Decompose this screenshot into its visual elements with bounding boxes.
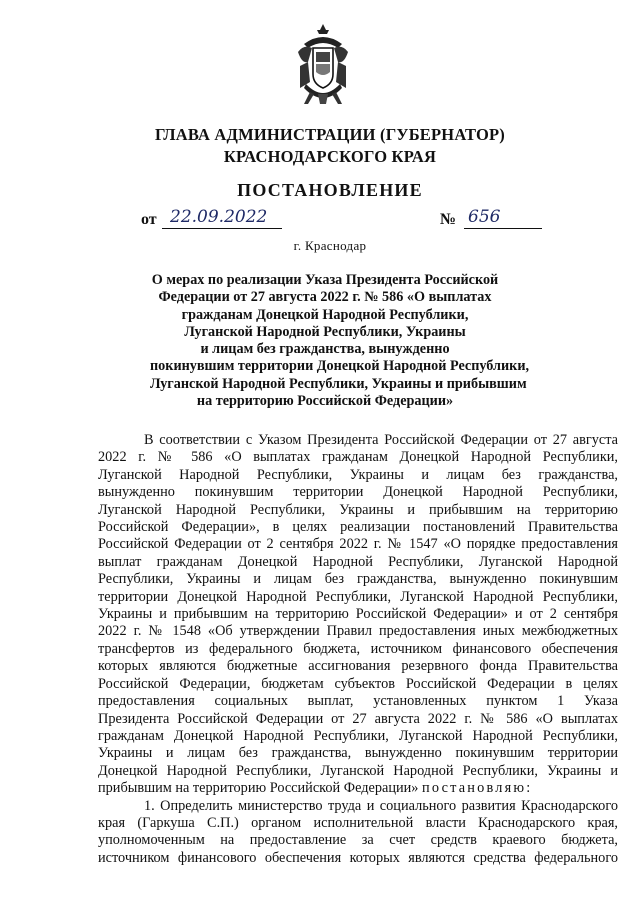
- body-line: Республики, Украины и лицам без гражданства, вынужденно покинувшим: [98, 571, 618, 588]
- body-line-text: прибывшим на территорию Российской Федерации»: [98, 780, 419, 797]
- body-line: 2022 г. № 1548 «Об утверждении Правил предоставления иных межбюджетных: [98, 623, 618, 640]
- title-line: Луганской Народной Республики, Украины: [184, 323, 466, 340]
- handwritten-number: 656: [464, 207, 542, 229]
- title-line: покинувшим территории Донецкой Народной Республики,: [150, 358, 530, 375]
- title-line: и лицам без гражданства, вынужденно: [200, 341, 450, 358]
- body-line: которых являются бюджетные ассигнования резервного фонда Правительства: [98, 658, 618, 675]
- title-line: О мерах по реализации Указа Президента Российской: [151, 272, 499, 288]
- body-line: вынужденно покинувшим территории Донецкой Народной Республики,: [98, 484, 618, 501]
- issuer-title-line1: ГЛАВА АДМИНИСТРАЦИИ (ГУБЕРНАТОР): [155, 125, 505, 144]
- body-line: Российской Федерации от 2 сентября 2022 г. № 1547 «О порядке предоставления: [98, 536, 618, 553]
- body-line: предоставления социальных выплат, установленных пунктом 1 Указа: [98, 693, 618, 710]
- body-line-resolution: [98, 780, 618, 797]
- handwritten-date: 22.09.2022: [162, 207, 282, 229]
- body-line: выплат гражданам Донецкой Народной Республики, Луганской Народной: [98, 553, 618, 570]
- document-body: [98, 432, 618, 867]
- body-line: Луганской Народной Республики, Украины и лицам без гражданства,: [98, 466, 618, 483]
- title-line: гражданам Донецкой Народной Республики,: [181, 306, 469, 323]
- body-line: Российской Федерации, бюджетам субъектов Российской Федерации в целях: [98, 675, 618, 692]
- date-prefix: от: [141, 211, 157, 228]
- body-line: края (Гаркуша С.П.) органом исполнительной власти Краснодарского края,: [98, 814, 618, 831]
- body-line: Луганской Народной Республики, Украины и прибывшим на территорию: [98, 501, 618, 518]
- body-line: Украины и лицам без гражданства, вынужденно покинувшим территории: [98, 745, 618, 762]
- body-line: Донецкой Народной Республики, Луганской Народной Республики, Украины и: [98, 762, 618, 779]
- body-line-item-1: 1. Определить министерство труда и социального развития Краснодарского: [144, 797, 618, 814]
- title-line: на территорию Российской Федерации»: [196, 393, 454, 410]
- body-line: источником финансового обеспечения которых являются средства федерального: [98, 849, 618, 866]
- body-line: территории Донецкой Народной Республики, Луганской Народной Республики,: [98, 588, 618, 605]
- number-prefix: №: [440, 211, 457, 228]
- city-label: г. Краснодар: [293, 238, 367, 253]
- date-number-row: [0, 207, 640, 231]
- body-line: трансфертов из федерального бюджета, источником финансового обеспечения: [98, 640, 618, 657]
- body-line: гражданам Донецкой Народной Республики, Луганской Народной Республики,: [98, 727, 618, 744]
- body-line: 2022 г. № 586 «О выплатах гражданам Донецкой Народной Республики,: [98, 449, 618, 466]
- title-line: Луганской Народной Республики, Украины и прибывшим: [150, 375, 527, 392]
- document-title: [150, 272, 530, 410]
- issuer-title-line2: КРАСНОДАРСКОГО КРАЯ: [223, 147, 437, 166]
- title-line: Федерации от 27 августа 2022 г. № 586 «О выплатах: [158, 289, 492, 306]
- body-line: Российской Федерации», в целях реализации постановлений Правительства: [98, 519, 618, 536]
- resolve-word: постановляю:: [422, 780, 533, 797]
- document-type-heading: ПОСТАНОВЛЕНИЕ: [237, 180, 423, 200]
- body-line: В соответствии с Указом Президента Российской Федерации от 27 августа: [144, 432, 618, 448]
- body-line: уполномоченным на предоставление за счет средств краевого бюджета,: [98, 832, 618, 849]
- body-line: Украины и прибывшим на территорию Российской Федерации» и от 2 сентября: [98, 606, 618, 623]
- krasnodar-coat-of-arms-emblem: [294, 22, 352, 108]
- body-line: Президента Российской Федерации от 27 августа 2022 г. № 586 «О выплатах: [98, 710, 618, 727]
